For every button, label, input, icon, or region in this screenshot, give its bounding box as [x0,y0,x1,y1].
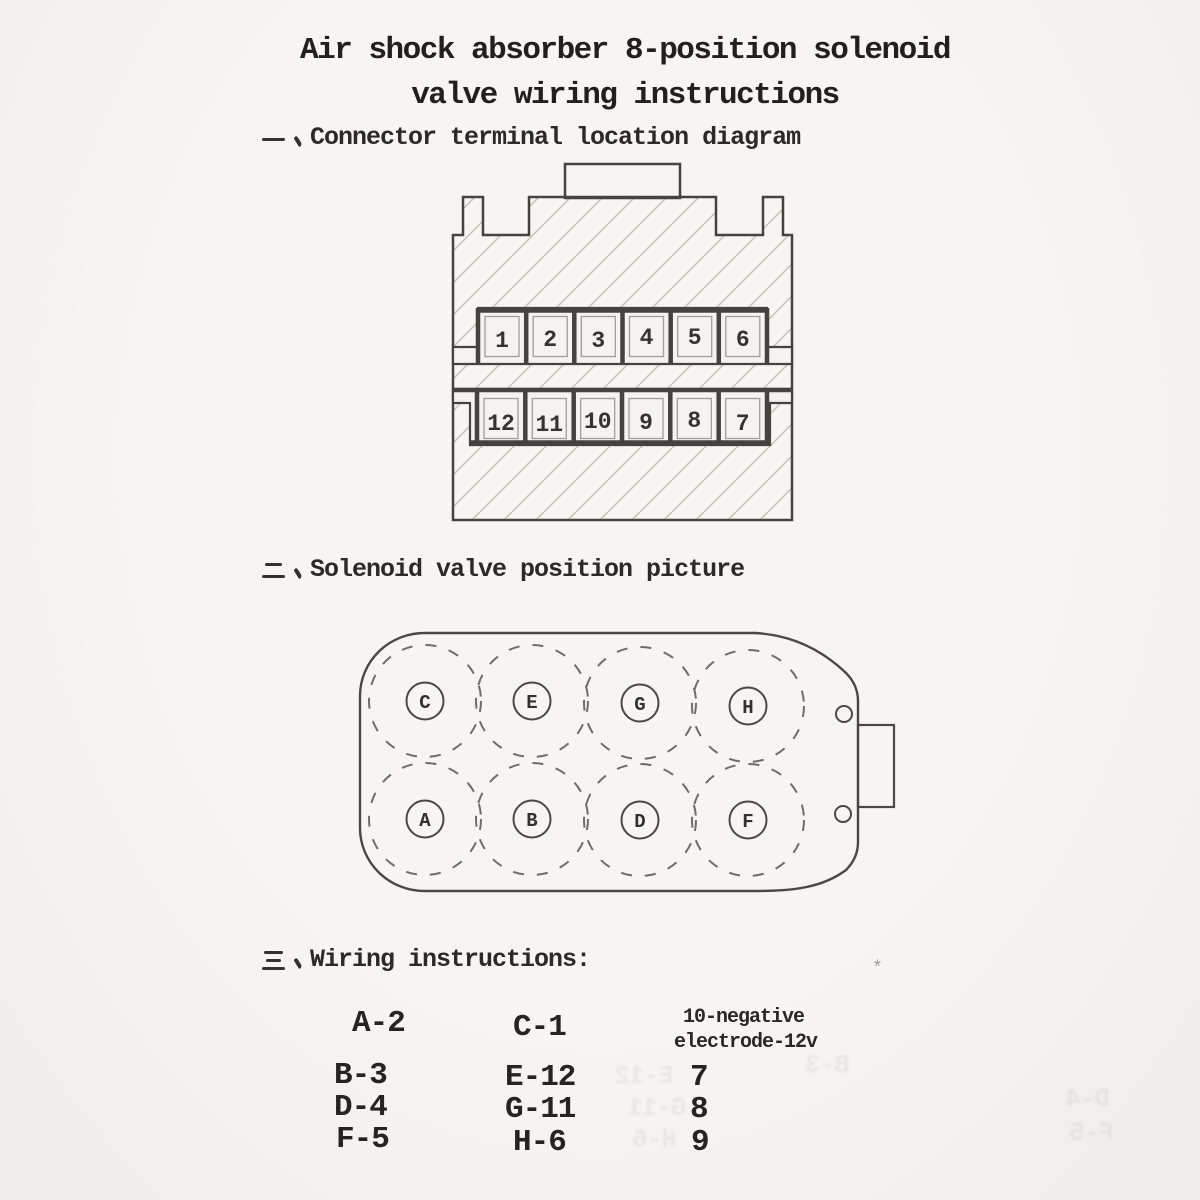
ghost-text: G-11 [628,1093,687,1123]
page-title-line1: Air shock absorber 8-position solenoid [300,33,950,68]
valve-body-outline [360,633,858,891]
valve-port-label: F [742,811,754,833]
wiring-pair: D-4 [334,1090,387,1125]
wiring-pair: F-5 [336,1122,389,1157]
wiring-pair: C-1 [513,1010,566,1045]
terminal-number: 5 [687,325,702,351]
wiring-pair: B-3 [334,1058,387,1093]
ghost-text: D-4 [1066,1084,1110,1114]
page-title-line2: valve wiring instructions [411,78,839,113]
ghost-text: H-6 [633,1125,677,1155]
valve-port-label: H [742,697,754,719]
ghost-text: B-3 [806,1050,850,1080]
terminal-number: 9 [639,410,653,436]
stray-mark: * [872,959,883,979]
terminal-number: 8 [687,408,702,434]
wiring-terminal: 9 [691,1125,709,1160]
valve-port-label: B [526,810,538,832]
ghost-text: E-12 [615,1061,674,1091]
valve-connector-tab [858,725,894,807]
terminal-number: 11 [535,412,564,438]
valve-port-label: G [634,694,646,716]
valve-port-centers [407,683,767,839]
negative-electrode-note-line1: 10-negative [683,1006,805,1029]
valve-port-label: E [526,692,538,714]
connector-key-tab [565,164,680,198]
terminal-number: 3 [591,328,606,354]
wiring-pair: E-12 [505,1060,576,1095]
terminal-number: 12 [487,411,515,437]
ghost-text: F-5 [1070,1118,1114,1148]
wiring-pair: H-6 [513,1125,566,1160]
screw-hole [836,706,852,722]
solenoid-valve-diagram [360,633,894,891]
section-1-label: Connector terminal location diagram [310,122,801,152]
negative-electrode-note-line2: electrode-12v [674,1031,818,1054]
valve-port-circles [369,645,804,876]
terminal-number: 6 [735,327,750,353]
wiring-terminal: 7 [690,1060,708,1095]
wiring-pair: A-2 [352,1006,405,1041]
screw-hole [835,806,851,822]
section-3-label: Wiring instructions: [310,944,591,974]
valve-port-label: D [634,811,646,833]
terminal-number: 10 [583,409,612,435]
terminal-number: 1 [495,328,509,354]
terminal-number: 7 [735,411,750,437]
valve-port-label: A [419,810,431,832]
connector-terminal-diagram [453,164,792,520]
section-2-label: Solenoid valve position picture [310,554,745,584]
terminal-number: 2 [543,327,558,353]
wiring-terminal: 8 [690,1092,708,1127]
valve-port-label: C [419,692,431,714]
terminal-number: 4 [639,325,654,351]
wiring-pair: G-11 [505,1092,576,1127]
